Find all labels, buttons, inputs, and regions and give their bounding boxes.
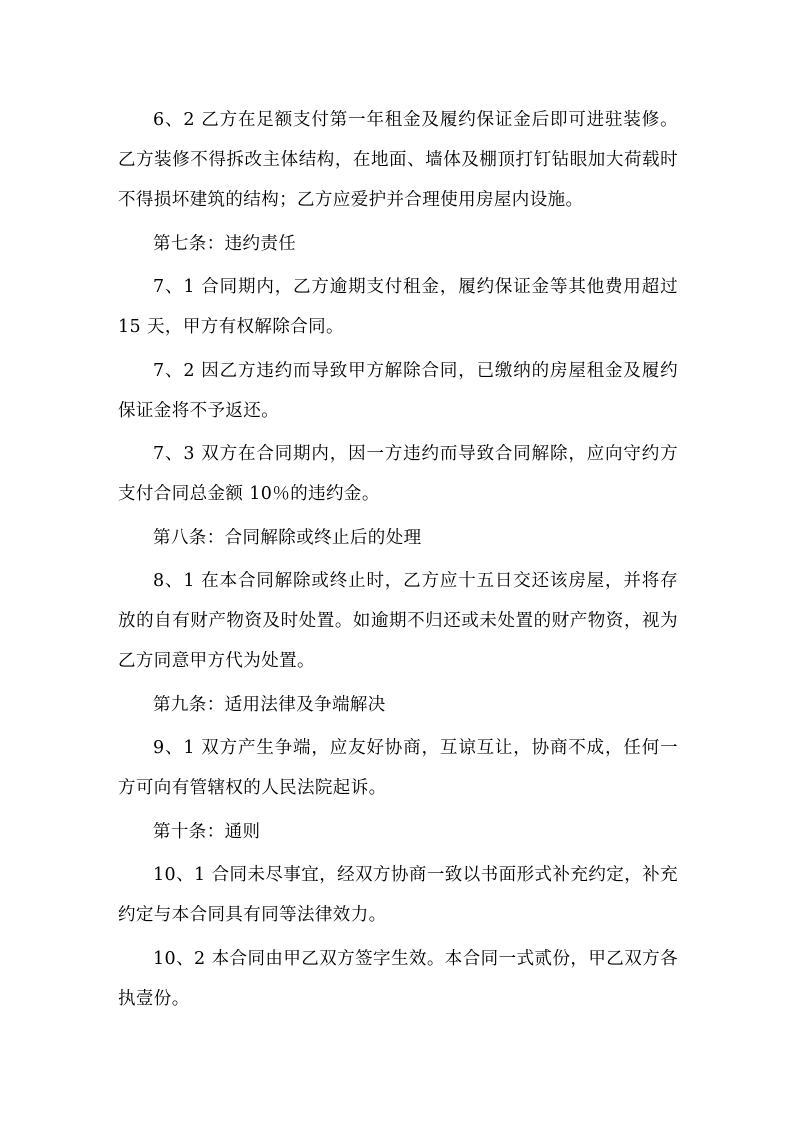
clause-10-1: 10、1 合同未尽事宜，经双方协商一致以书面形式补充约定，补充约定与本合同具有同等法律效力。 <box>118 865 678 925</box>
article-7-heading: 第七条：违约责任 <box>153 233 297 254</box>
clause-7-3: 7、3 双方在合同期内，因一方违约而导致合同解除，应向守约方支付合同总金额 10％的违约金。 <box>118 444 678 504</box>
clause-7-2: 7、2 因乙方违约而导致甲方解除合同，已缴纳的房屋租金及履约保证金将不予返还。 <box>118 360 678 421</box>
article-8-heading: 第八条：合同解除或终止后的处理 <box>153 527 422 548</box>
clause-6-2: 6、2 乙方在足额支付第一年租金及履约保证金后即可进驻装修。乙方装修不得拆改主体结构，在地面、墙体及棚顶打钉钻眼加大荷载时不得损坏建筑的结构；乙方应爱护并合理使用房屋内设施。 <box>118 110 678 210</box>
clause-10-2: 10、2 本合同由甲乙双方签字生效。本合同一式贰份，甲乙双方各执壹份。 <box>118 948 678 1009</box>
clause-9-1: 9、1 双方产生争端，应友好协商，互谅互让，协商不成，任何一方可向有管辖权的人民法院起诉。 <box>118 738 678 798</box>
article-10-heading: 第十条：通则 <box>153 821 261 842</box>
clause-8-1: 8、1 在本合同解除或终止时，乙方应十五日交还该房屋，并将存放的自有财产物资及时处置。如逾期不归还或未处置的财产物资，视为乙方同意甲方代为处置。 <box>118 571 678 671</box>
document-body <box>118 100 678 1022</box>
article-9-heading: 第九条：适用法律及争端解决 <box>153 694 386 715</box>
clause-7-1: 7、1 合同期内，乙方逾期支付租金，履约保证金等其他费用超过 15 天，甲方有权解除合同。 <box>118 277 678 337</box>
